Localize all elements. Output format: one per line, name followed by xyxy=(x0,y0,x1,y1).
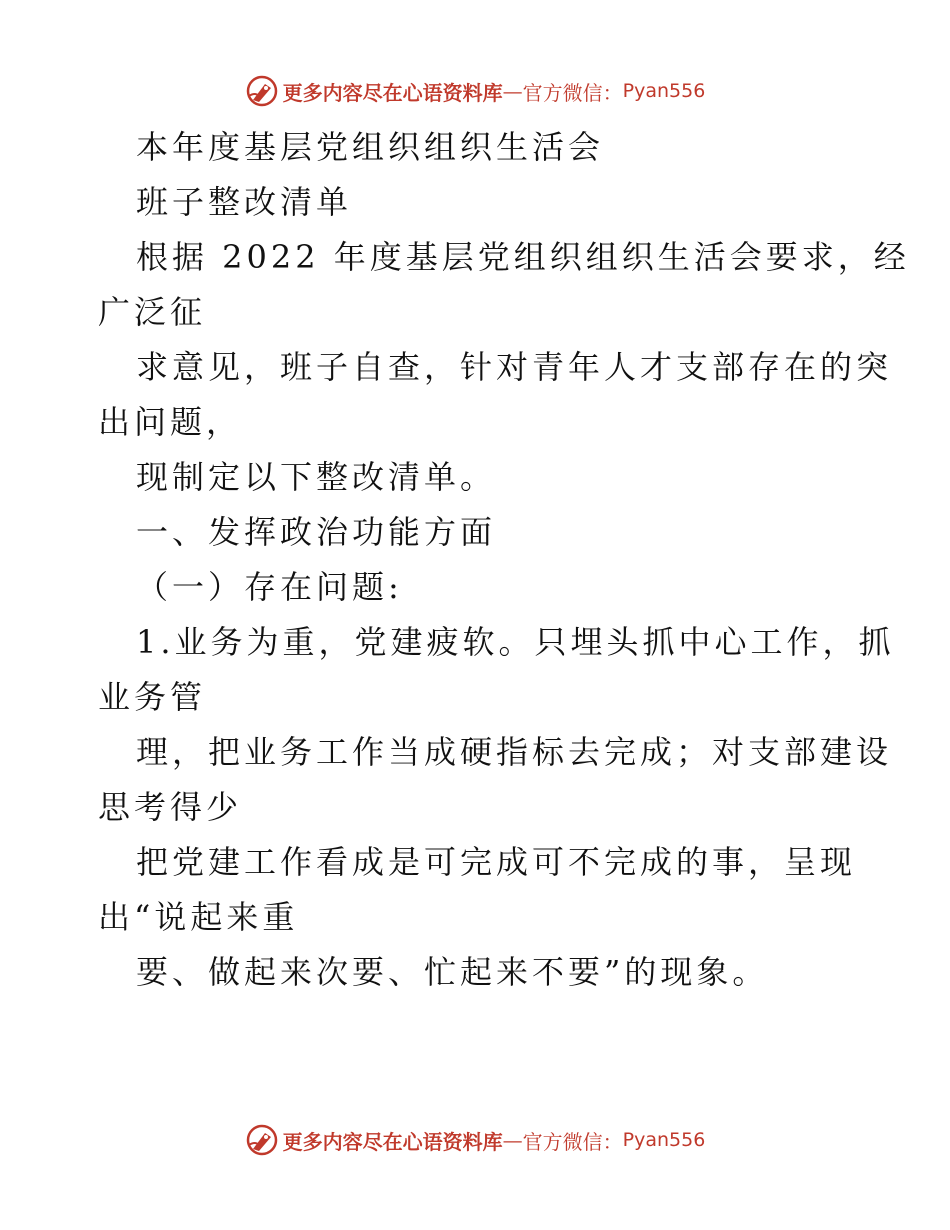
watermark-handle: Pyan556 xyxy=(622,1129,706,1151)
watermark-label: 官方微信： xyxy=(522,1129,623,1154)
watermark-separator: — xyxy=(502,79,523,103)
watermark-handle: Pyan556 xyxy=(622,80,706,102)
watermark-main-text: 更多内容尽在心语资料库 xyxy=(282,80,503,105)
list-item-line: 出“说起来重 xyxy=(98,898,299,936)
section-heading: 一、发挥政治功能方面 xyxy=(136,513,497,551)
paragraph-line: 根据 2022 年度基层党组织组织生活会要求，经 xyxy=(136,238,910,276)
watermark-separator: — xyxy=(502,1128,523,1152)
watermark-main-text: 更多内容尽在心语资料库 xyxy=(282,1129,503,1154)
document-subtitle: 班子整改清单 xyxy=(136,183,353,221)
list-item-line: 理，把业务工作当成硬指标去完成；对支部建设 xyxy=(136,733,893,771)
subsection-heading: （一）存在问题: xyxy=(136,568,403,606)
list-item-line: 业务管 xyxy=(98,678,207,716)
document-body xyxy=(98,120,910,1000)
footer-watermark xyxy=(0,1120,950,1160)
header-watermark xyxy=(0,71,950,111)
pen-nib-logo-icon xyxy=(245,1123,279,1157)
paragraph-line: 广泛征 xyxy=(98,293,207,331)
document-title: 本年度基层党组织组织生活会 xyxy=(136,128,605,166)
paragraph-line: 求意见，班子自查，针对青年人才支部存在的突 xyxy=(136,348,893,386)
paragraph-line: 出问题， xyxy=(98,403,243,441)
list-item-line: 要、做起来次要、忙起来不要”的现象。 xyxy=(136,953,769,991)
paragraph-line: 现制定以下整改清单。 xyxy=(136,458,497,496)
list-item-line: 思考得少 xyxy=(98,788,243,826)
list-item-line: 1.业务为重，党建疲软。只埋头抓中心工作，抓 xyxy=(136,623,895,661)
pen-nib-logo-icon xyxy=(245,74,279,108)
watermark-label: 官方微信： xyxy=(522,80,623,105)
list-item-line: 把党建工作看成是可完成可不完成的事，呈现 xyxy=(136,843,857,881)
